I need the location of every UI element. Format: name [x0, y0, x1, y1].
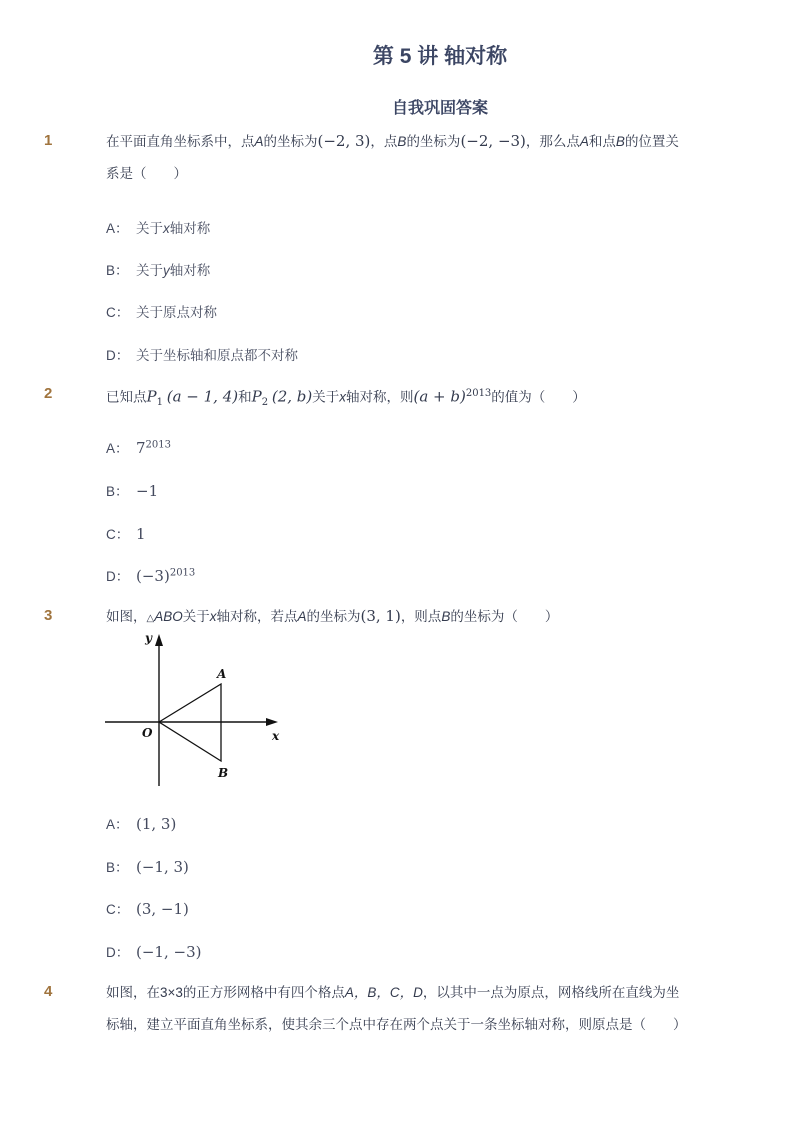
question-number-4: 4 — [44, 983, 53, 1000]
option-2a[interactable]: A： $7^{2013}$ — [106, 439, 171, 457]
question-text-3: 如图，△ABO关于x轴对称，若点A的坐标为(3, 1)，则点B的坐标为（ ） — [106, 607, 559, 625]
triangle-figure — [100, 626, 300, 792]
option-1b[interactable]: B： 关于y轴对称 — [106, 263, 211, 278]
page-title: 第 5 讲 轴对称 — [372, 45, 508, 68]
y-label: y — [145, 631, 152, 645]
y-axis-arrow-icon — [155, 634, 163, 646]
option-3c[interactable]: C： (3, −1) — [106, 900, 189, 918]
option-1d[interactable]: D： 关于坐标轴和原点都不对称 — [106, 348, 298, 363]
question-text-4: 如图，在3×3的正方形网格中有四个格点A，B，C，D，以其中一点为原点，网格线所在直线为坐 标轴，建立平面直角坐标系，使其余三个点中存在两个点关于一条坐标轴对称，则原点是（ ） — [106, 985, 687, 1032]
point-b-label: B — [218, 766, 229, 780]
point-a-label: A — [217, 667, 227, 681]
option-3b[interactable]: B： (−1, 3) — [106, 858, 189, 876]
option-3a[interactable]: A： (1, 3) — [106, 815, 177, 833]
section-subtitle: 自我巩固答案 — [391, 100, 488, 117]
option-2c[interactable]: C： 1 — [106, 525, 146, 543]
option-1a[interactable]: A： 关于x轴对称 — [106, 221, 211, 236]
option-2d[interactable]: D： $(-3)^{2013}$ — [106, 567, 196, 585]
question-number-3: 3 — [44, 607, 53, 624]
option-2b[interactable]: B： −1 — [106, 482, 159, 500]
option-1c[interactable]: C： 关于原点对称 — [106, 305, 217, 320]
x-axis-arrow-icon — [266, 718, 278, 726]
question-number-1: 1 — [44, 132, 53, 149]
origin-label: O — [142, 726, 153, 740]
question-text-2: 已知点$P_1$ (a − 1, 4)和$P_2$ (2, b)关于x轴对称，则$(a + b)^{2013}$的值为（ ） — [106, 387, 586, 409]
question-number-2: 2 — [44, 385, 53, 402]
option-3d[interactable]: D： (−1, −3) — [106, 943, 202, 961]
question-text-1: 在平面直角坐标系中，点A的坐标为(−2, 3)，点B的坐标为(−2, −3)，那么点A和点B的位置关 系是（ ） — [106, 132, 679, 181]
x-label: x — [272, 729, 280, 743]
